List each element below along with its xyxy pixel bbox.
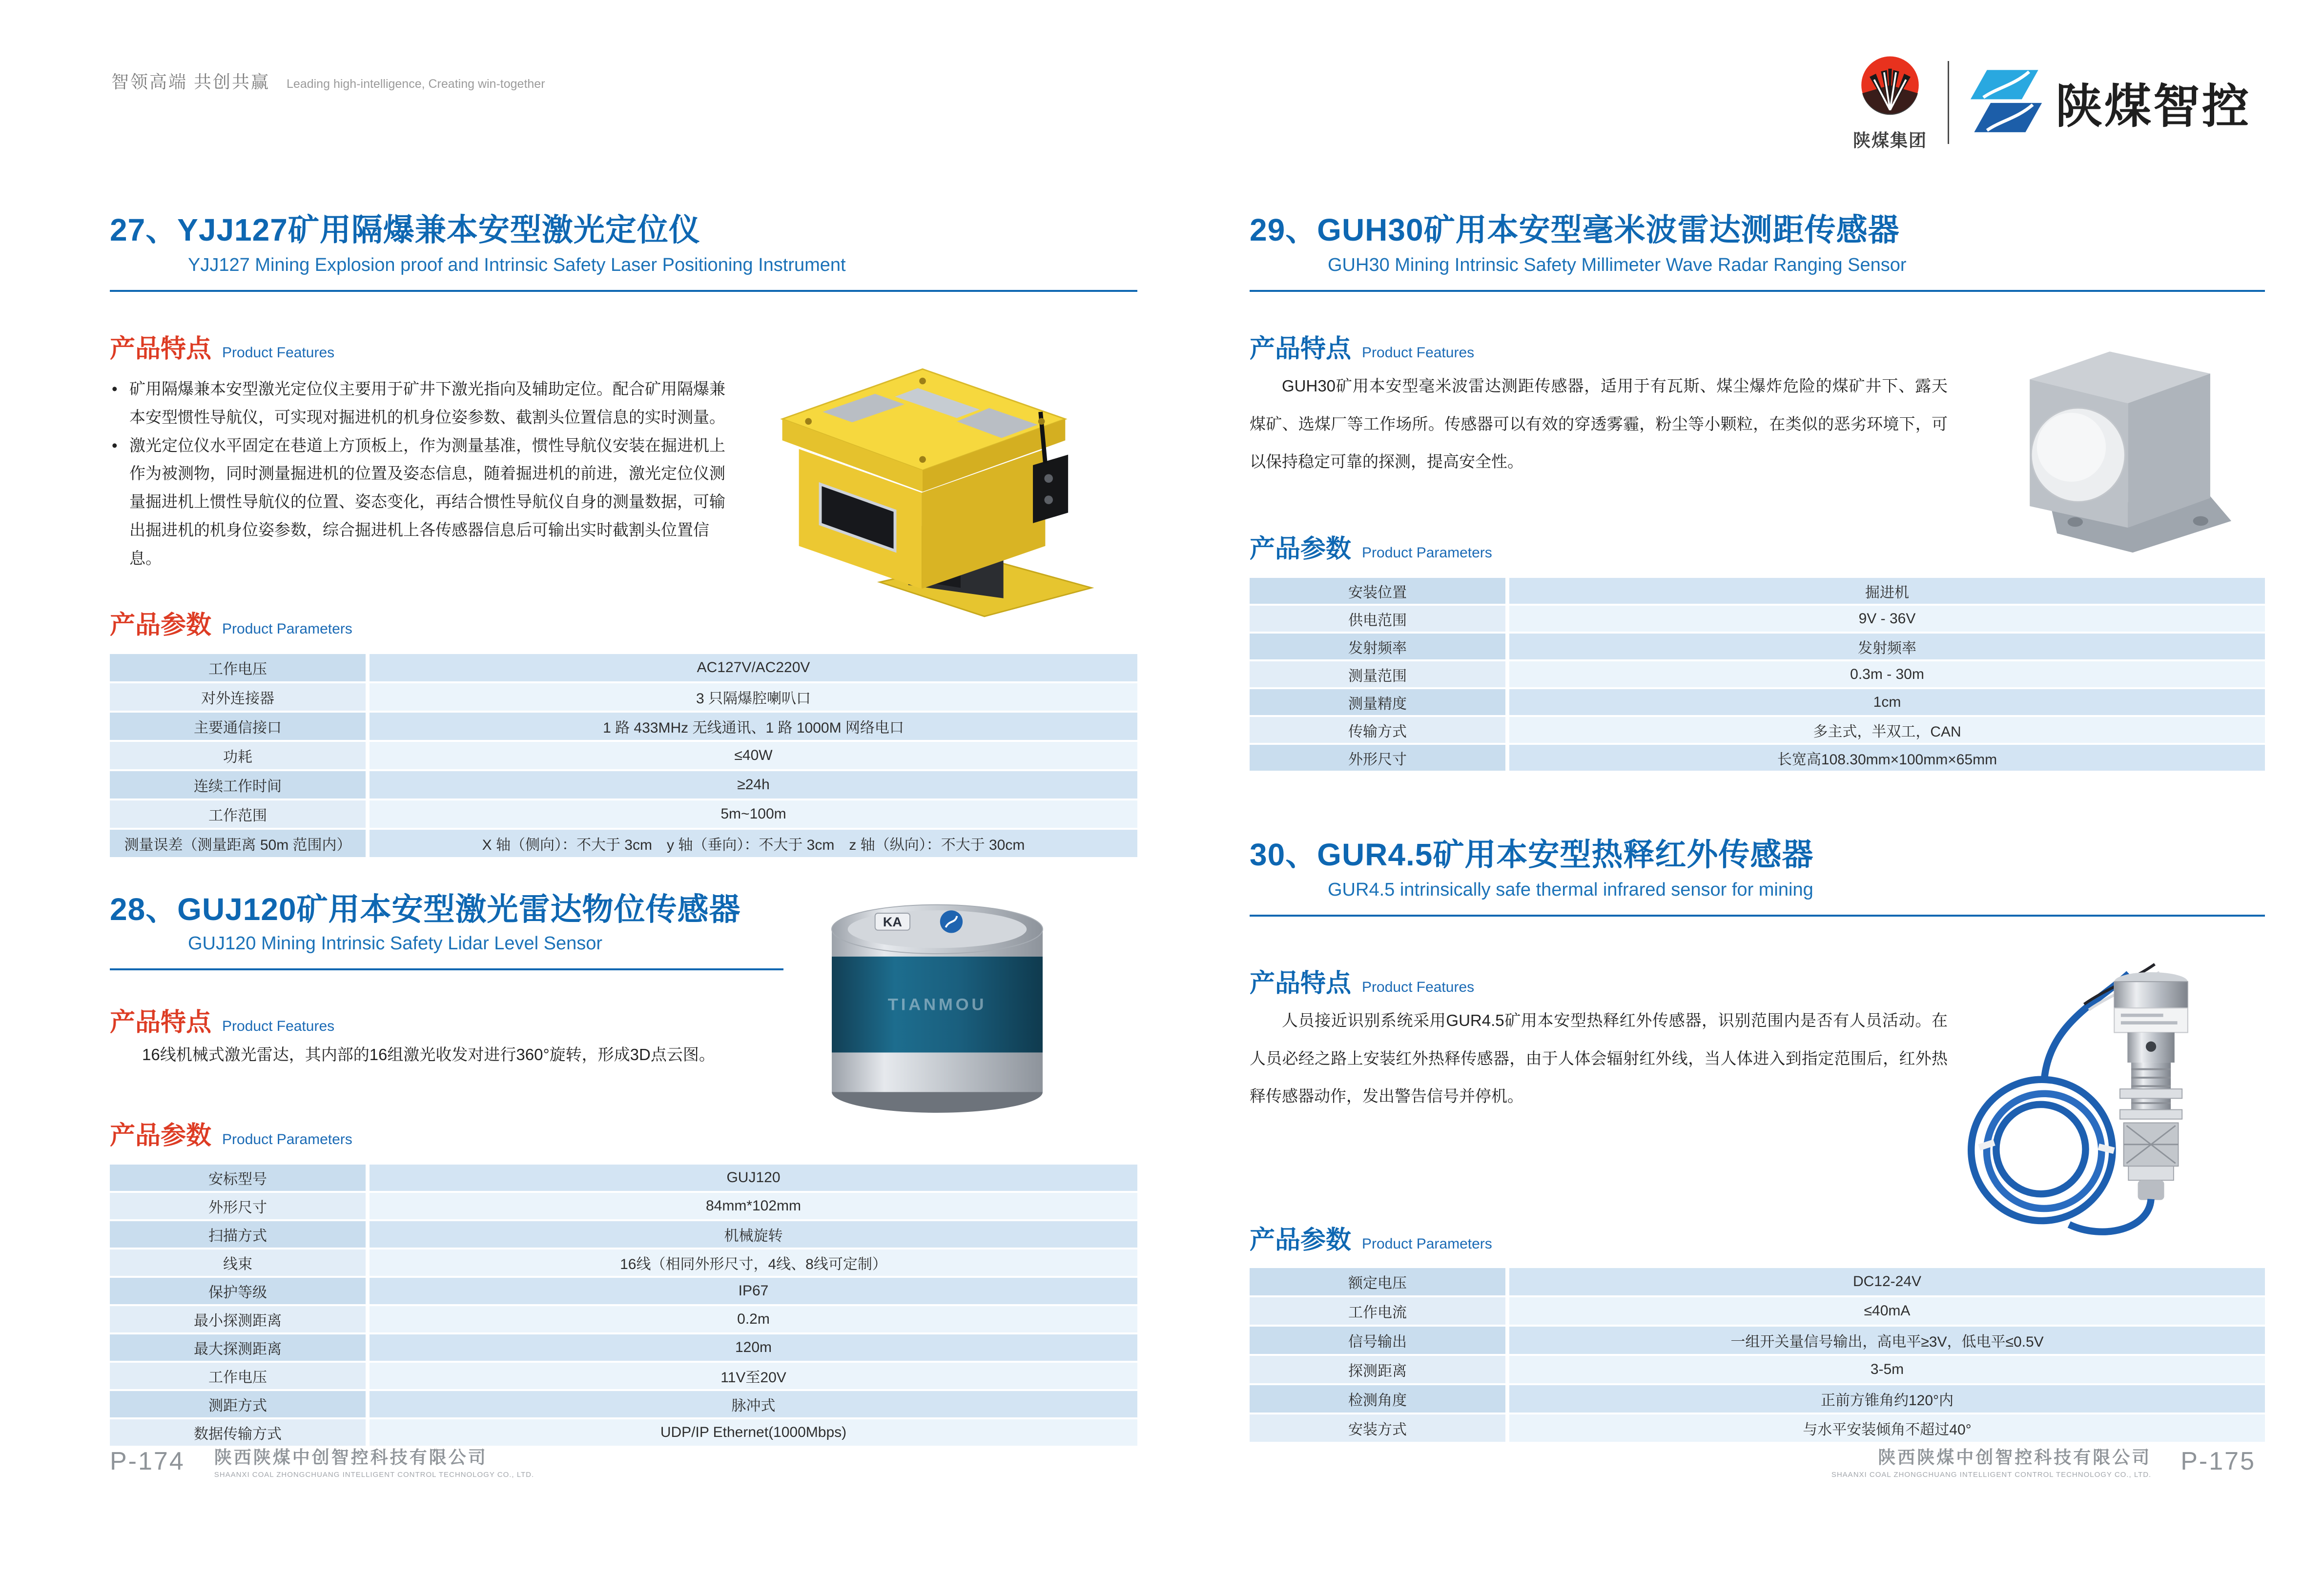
param-row xyxy=(110,1334,1137,1361)
features-heading-zh: 产品特点 xyxy=(1250,335,1352,363)
param-value: 84mm*102mm xyxy=(370,1193,1137,1219)
param-label: 对外连接器 xyxy=(110,683,366,711)
param-row xyxy=(1250,578,2265,604)
section-30-paragraph: 人员接近识别系统采用GUR4.5矿用本安型热释红外传感器，识别范围内是否有人员活动。在人员必经之路上安装红外热释传感器，由于人体会辐射红外线，当人体进入到指定范围后，红外热释传感器动作，发出警告信号并停机。 xyxy=(1250,1011,1948,1106)
param-row xyxy=(110,1193,1137,1219)
section-28-params-heading xyxy=(110,1115,352,1151)
header-slogan xyxy=(111,68,545,93)
section-28-features-heading xyxy=(110,1002,334,1038)
logo-divider xyxy=(1948,61,1949,144)
param-row xyxy=(110,830,1137,857)
footer-right xyxy=(1831,1444,2256,1479)
param-row xyxy=(110,1278,1137,1304)
param-row xyxy=(110,800,1137,828)
param-value: 与水平安装倾角不超过40° xyxy=(1509,1414,2265,1442)
section-28-subtitle: GUJ120 Mining Intrinsic Safety Lidar Level Sensor xyxy=(188,933,603,954)
params-heading-zh: 产品参数 xyxy=(1250,1226,1352,1254)
section-27-rule xyxy=(110,290,1137,292)
param-row xyxy=(1250,1268,2265,1295)
param-value: 正前方锥角约120°内 xyxy=(1509,1385,2265,1413)
group-logo-label: 陕煤集团 xyxy=(1852,130,1927,150)
features-heading-en: Product Features xyxy=(222,345,335,361)
section-28-paragraph: 16线机械式激光雷达，其内部的16组激光收发对进行360°旋转，形成3D点云图。 xyxy=(142,1045,715,1064)
section-30-params-heading xyxy=(1250,1219,1492,1256)
param-label: 测量精度 xyxy=(1250,689,1505,715)
param-value: 掘进机 xyxy=(1509,578,2265,604)
param-value: DC12-24V xyxy=(1509,1268,2265,1295)
section-27-params-table xyxy=(110,654,1137,857)
param-row xyxy=(110,771,1137,799)
param-label: 测距方式 xyxy=(110,1391,366,1417)
param-label: 工作电流 xyxy=(1250,1297,1505,1325)
param-value: IP67 xyxy=(370,1278,1137,1304)
param-row xyxy=(110,1221,1137,1248)
section-27-params-heading xyxy=(110,604,352,641)
param-row xyxy=(110,1249,1137,1276)
param-value: 0.2m xyxy=(370,1306,1137,1332)
company-name-en: SHAANXI COAL ZHONGCHUANG INTELLIGENT CONTROL TECHNOLOGY CO., LTD. xyxy=(214,1471,535,1479)
param-label: 扫描方式 xyxy=(110,1221,366,1248)
brand-z-icon xyxy=(1970,65,2043,141)
param-row xyxy=(110,1363,1137,1389)
section-28-rule xyxy=(110,968,783,970)
param-value: 16线（相同外形尺寸，4线、8线可定制） xyxy=(370,1249,1137,1276)
params-heading-en: Product Parameters xyxy=(222,621,352,637)
param-value: 多主式，半双工，CAN xyxy=(1509,717,2265,743)
product-image-guh30 xyxy=(1982,307,2236,559)
params-heading-zh: 产品参数 xyxy=(1250,535,1352,563)
param-row xyxy=(110,654,1137,681)
param-label: 检测角度 xyxy=(1250,1385,1505,1413)
footer-company-right xyxy=(1831,1444,2151,1479)
param-label: 数据传输方式 xyxy=(110,1419,366,1446)
param-label: 外形尺寸 xyxy=(1250,745,1505,771)
param-label: 工作范围 xyxy=(110,800,366,828)
params-heading-zh: 产品参数 xyxy=(110,611,212,639)
section-29-rule xyxy=(1250,290,2265,292)
product-image-guj120 xyxy=(805,888,1069,1125)
feature-item: • 激光定位仪水平固定在巷道上方顶板上，作为测量基准，惯性导航仪安装在掘进机上作为被测物，同时测量掘进机的位置及姿态信息，随着掘进机的前进，激光定位仪测量掘进机上惯性导航仪的位置、姿态变化，再结合惯性导航仪自身的测量数据，可输出掘进机的机身位姿参数，综合掘进机上各传感器信息后可输出实时截割头位置信息。 xyxy=(110,431,735,573)
param-label: 安装位置 xyxy=(1250,578,1505,604)
params-heading-zh: 产品参数 xyxy=(110,1122,212,1150)
param-row xyxy=(1250,634,2265,659)
param-value: 11V至20V xyxy=(370,1363,1137,1389)
param-label: 线束 xyxy=(110,1249,366,1276)
param-value: 0.3m - 30m xyxy=(1509,661,2265,687)
param-label: 测量误差（测量距离 50m 范围内） xyxy=(110,830,366,857)
section-28-params-table xyxy=(110,1165,1137,1446)
param-value: 9V - 36V xyxy=(1509,606,2265,632)
param-row xyxy=(110,1419,1137,1446)
param-label: 功耗 xyxy=(110,742,366,769)
lidar-brand-text: TIANMOU xyxy=(887,995,987,1014)
features-heading-en: Product Features xyxy=(222,1018,335,1034)
section-29-features-heading xyxy=(1250,328,1474,365)
param-value: 5m~100m xyxy=(370,800,1137,828)
param-label: 连续工作时间 xyxy=(110,771,366,799)
param-row xyxy=(110,1165,1137,1191)
page-number-left: P-174 xyxy=(110,1447,185,1475)
param-row xyxy=(1250,1327,2265,1354)
features-heading-zh: 产品特点 xyxy=(110,1008,212,1037)
params-heading-en: Product Parameters xyxy=(1362,1236,1492,1252)
param-label: 探测距离 xyxy=(1250,1356,1505,1383)
param-label: 主要通信接口 xyxy=(110,713,366,740)
section-27-subtitle: YJJ127 Mining Explosion proof and Intrinsic Safety Laser Positioning Instrument xyxy=(188,255,846,275)
param-label: 工作电压 xyxy=(110,1363,366,1389)
company-name-zh: 陕西陕煤中创智控科技有限公司 xyxy=(214,1447,488,1467)
param-label: 最小探测距离 xyxy=(110,1306,366,1332)
section-29-paragraph: GUH30矿用本安型毫米波雷达测距传感器，适用于有瓦斯、煤尘爆炸危险的煤矿井下、露天煤矿、选煤厂等工作场所。传感器可以有效的穿透雾霾，粉尘等小颗粒，在类似的恶劣环境下，可以保持稳定可靠的探测，提高安全性。 xyxy=(1250,377,1948,471)
param-row xyxy=(1250,606,2265,632)
features-heading-en: Product Features xyxy=(1362,345,1475,361)
section-30-rule xyxy=(1250,915,2265,917)
params-heading-en: Product Parameters xyxy=(1362,545,1492,561)
features-heading-en: Product Features xyxy=(1362,979,1475,995)
param-label: 供电范围 xyxy=(1250,606,1505,632)
coal-group-emblem-icon xyxy=(1856,53,1924,124)
section-30-params-table xyxy=(1250,1268,2265,1442)
param-value: 脉冲式 xyxy=(370,1391,1137,1417)
param-value: ≤40W xyxy=(370,742,1137,769)
footer-left xyxy=(110,1444,534,1479)
param-row xyxy=(110,713,1137,740)
param-row xyxy=(1250,717,2265,743)
param-label: 信号输出 xyxy=(1250,1327,1505,1354)
brand-logo-label: 陕煤智控 xyxy=(2056,80,2251,133)
param-value: 1cm xyxy=(1509,689,2265,715)
param-value: 120m xyxy=(370,1334,1137,1361)
param-value: X 轴（侧向）：不大于 3cm y 轴（垂向）：不大于 3cm z 轴（纵向）：不大于 30cm xyxy=(370,830,1137,857)
section-29-title: 29、GUH30矿用本安型毫米波雷达测距传感器 xyxy=(1250,212,1900,247)
param-label: 安标型号 xyxy=(110,1165,366,1191)
param-label: 最大探测距离 xyxy=(110,1334,366,1361)
param-value: GUJ120 xyxy=(370,1165,1137,1191)
param-value: 3-5m xyxy=(1509,1356,2265,1383)
section-29-subtitle: GUH30 Mining Intrinsic Safety Millimeter Wave Radar Ranging Sensor xyxy=(1328,255,1907,275)
slogan-chinese: 智领高端 共创共赢 xyxy=(111,72,270,92)
slogan-english: Leading high-intelligence, Creating win-together xyxy=(287,77,545,91)
param-label: 外形尺寸 xyxy=(110,1193,366,1219)
header-logos xyxy=(1853,49,2251,156)
param-row xyxy=(110,742,1137,769)
product-image-gur45 xyxy=(1948,942,2211,1267)
param-row xyxy=(110,683,1137,711)
group-logo xyxy=(1853,53,1927,152)
param-row xyxy=(110,1391,1137,1417)
param-row xyxy=(1250,689,2265,715)
product-image-yjj127 xyxy=(737,337,1108,632)
param-value: 长宽高108.30mm×100mm×65mm xyxy=(1509,745,2265,771)
param-row xyxy=(110,1306,1137,1332)
section-27-features-heading xyxy=(110,328,334,365)
param-label: 工作电压 xyxy=(110,654,366,681)
section-28-title: 28、GUJ120矿用本安型激光雷达物位传感器 xyxy=(110,892,741,927)
params-heading-en: Product Parameters xyxy=(222,1131,352,1147)
company-name-en: SHAANXI COAL ZHONGCHUANG INTELLIGENT CONTROL TECHNOLOGY CO., LTD. xyxy=(1831,1471,2152,1479)
param-value: UDP/IP Ethernet(1000Mbps) xyxy=(370,1419,1137,1446)
param-row xyxy=(1250,661,2265,687)
param-label: 保护等级 xyxy=(110,1278,366,1304)
section-27-features-list xyxy=(110,375,735,572)
param-label: 额定电压 xyxy=(1250,1268,1505,1295)
section-29-params-table xyxy=(1250,578,2265,771)
param-value: AC127V/AC220V xyxy=(370,654,1137,681)
param-row xyxy=(1250,1414,2265,1442)
param-value: 一组开关量信号输出，高电平≥3V，低电平≤0.5V xyxy=(1509,1327,2265,1354)
param-value: ≤40mA xyxy=(1509,1297,2265,1325)
feature-item: • 矿用隔爆兼本安型激光定位仪主要用于矿井下激光指向及辅助定位。配合矿用隔爆兼本安型惯性导航仪，可实现对掘进机的机身位姿参数、截割头位置信息的实时测量。 xyxy=(110,375,735,431)
features-heading-zh: 产品特点 xyxy=(110,335,212,363)
param-value: 机械旋转 xyxy=(370,1221,1137,1248)
param-row xyxy=(1250,1356,2265,1383)
param-value: 3 只隔爆腔喇叭口 xyxy=(370,683,1137,711)
page-number-right: P-175 xyxy=(2180,1447,2256,1475)
section-30-features-heading xyxy=(1250,963,1474,999)
footer-company-left xyxy=(214,1444,534,1479)
brand-logo xyxy=(1970,65,2251,141)
section-30-subtitle: GUR4.5 intrinsically safe thermal infrared sensor for mining xyxy=(1328,880,1813,900)
lidar-ka-badge: KA xyxy=(883,915,902,929)
section-30-title: 30、GUR4.5矿用本安型热释红外传感器 xyxy=(1250,837,1814,872)
param-value: ≥24h xyxy=(370,771,1137,799)
param-value: 发射频率 xyxy=(1509,634,2265,659)
section-29-params-heading xyxy=(1250,528,1492,565)
param-row xyxy=(1250,745,2265,771)
param-label: 传输方式 xyxy=(1250,717,1505,743)
param-label: 安装方式 xyxy=(1250,1414,1505,1442)
features-heading-zh: 产品特点 xyxy=(1250,969,1352,998)
param-label: 发射频率 xyxy=(1250,634,1505,659)
param-row xyxy=(1250,1297,2265,1325)
section-27-title: 27、YJJ127矿用隔爆兼本安型激光定位仪 xyxy=(110,212,700,247)
param-row xyxy=(1250,1385,2265,1413)
param-value: 1 路 433MHz 无线通讯、1 路 1000M 网络电口 xyxy=(370,713,1137,740)
company-name-zh: 陕西陕煤中创智控科技有限公司 xyxy=(1878,1447,2152,1467)
param-label: 测量范围 xyxy=(1250,661,1505,687)
